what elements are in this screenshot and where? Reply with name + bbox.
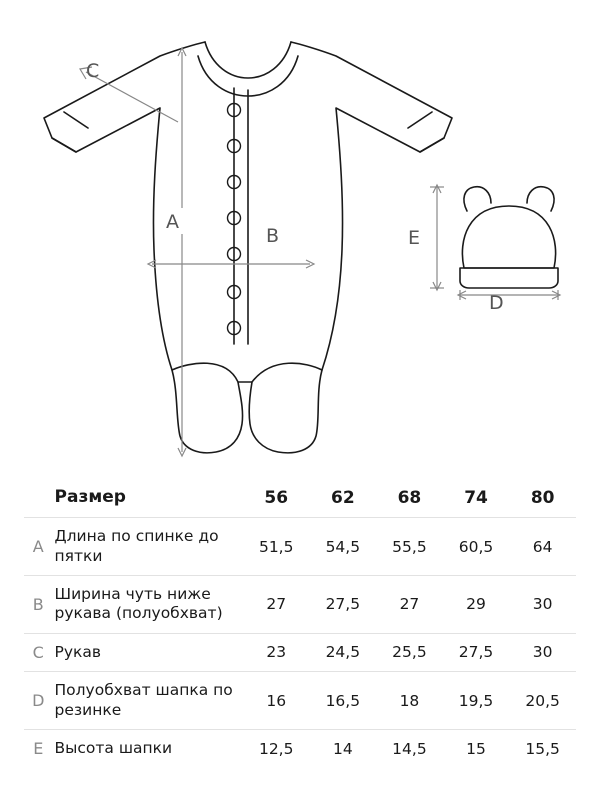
header-key-cell <box>24 478 53 518</box>
row-b-value-1: 27,5 <box>325 595 361 614</box>
header-size-3: 74 <box>464 487 488 508</box>
row-name-e: Высота шапки <box>54 738 173 757</box>
row-c-value-4: 30 <box>532 643 553 662</box>
header-size-1: 62 <box>330 487 355 508</box>
dimension-lines <box>80 48 560 456</box>
row-e-value-1: 14 <box>332 739 353 758</box>
size-table <box>24 478 576 767</box>
row-key-a: A <box>32 537 44 557</box>
row-b-value-2: 27 <box>399 595 420 614</box>
table-row <box>24 633 576 671</box>
table-header-row <box>24 478 576 518</box>
row-a-value-4: 64 <box>532 537 553 556</box>
row-c-value-0: 23 <box>266 643 287 662</box>
table-row <box>24 729 576 767</box>
header-name-cell: Размер <box>54 487 126 507</box>
row-c-value-1: 24,5 <box>325 643 361 662</box>
row-d-value-4: 20,5 <box>525 691 560 710</box>
dimension-label-c: C <box>86 60 100 82</box>
romper-outline <box>44 42 452 453</box>
table-row <box>24 518 576 576</box>
row-e-value-3: 15 <box>466 739 486 758</box>
row-e-value-2: 14,5 <box>392 739 427 758</box>
hat-outline <box>460 187 558 288</box>
dimension-label-e: E <box>408 227 421 249</box>
row-c-value-2: 25,5 <box>392 643 427 662</box>
row-key-c: C <box>32 642 44 662</box>
row-d-value-2: 18 <box>399 691 420 710</box>
row-b-value-4: 30 <box>532 595 553 614</box>
row-key-b: B <box>32 594 44 614</box>
row-a-value-3: 60,5 <box>458 537 494 556</box>
row-a-value-1: 54,5 <box>325 537 361 556</box>
row-c-value-3: 27,5 <box>458 643 494 662</box>
table-row <box>24 576 576 634</box>
row-name-a: Длина по спинке до пятки <box>54 527 219 565</box>
table-row <box>24 672 576 730</box>
row-b-value-0: 27 <box>266 595 287 614</box>
row-b-value-3: 29 <box>466 595 486 614</box>
row-name-d: Полуобхват шапка по резинке <box>54 681 233 719</box>
row-name-b: Ширина чуть ниже рукава (полуобхват) <box>54 585 223 623</box>
row-e-value-4: 15,5 <box>525 739 560 758</box>
row-key-e: E <box>33 739 44 759</box>
row-d-value-1: 16,5 <box>325 691 361 710</box>
row-a-value-0: 51,5 <box>258 537 294 556</box>
row-d-value-3: 19,5 <box>458 691 494 710</box>
row-d-value-0: 16 <box>266 691 287 710</box>
dimension-label-a: A <box>166 211 179 233</box>
header-size-4: 80 <box>530 487 555 508</box>
dimension-label-b: B <box>266 225 280 247</box>
header-size-0: 56 <box>264 487 289 508</box>
header-size-2: 68 <box>397 487 422 508</box>
row-name-c: Рукав <box>54 642 102 661</box>
dimension-label-d: D <box>489 292 504 314</box>
row-e-value-0: 12,5 <box>258 739 294 758</box>
row-a-value-2: 55,5 <box>392 537 427 556</box>
row-key-d: D <box>32 691 45 710</box>
